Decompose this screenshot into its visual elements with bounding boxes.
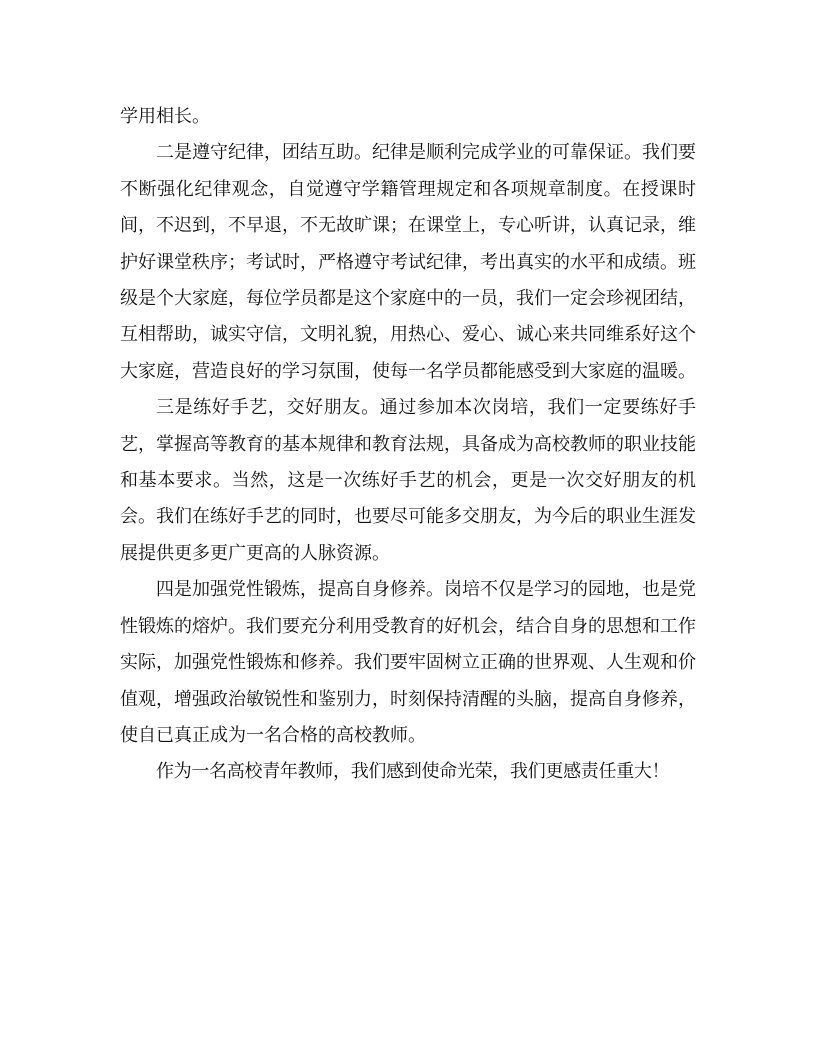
paragraph-skills-friends: 三是练好手艺，交好朋友。通过参加本次岗培，我们一定要练好手艺，掌握高等教育的基本规律和教育法规，具备成为高校教师的职业技能和基本要求。当然，这是一次练好手艺的机会，更是一次交好朋友的机会。我们在练好手艺的同时，也要尽可能多交朋友，为今后的职业生涯发展提供更多更广更高的人脉资源。 xyxy=(120,397,696,564)
paragraph-closing: 作为一名高校青年教师，我们感到使命光荣，我们更感责任重大！ xyxy=(156,761,670,783)
paragraph-discipline: 二是遵守纪律，团结互助。纪律是顺利完成学业的可靠保证。我们要不断强化纪律观念，自觉遵守学籍管理规定和各项规章制度。在授课时间，不迟到，不早退，不无故旷课；在课堂上，专心听讲，认真记录，维护好课堂秩序；考试时，严格遵守考试纪律，考出真实的水平和成绩。班级是个大家庭，每位学员都是这个家庭中的一员，我们一定会珍视团结，互相帮助，诚实守信，文明礼貌，用热心、爱心、诚心来共同维系好这个大家庭，营造良好的学习氛围，使每一名学员都能感受到大家庭的温暖。 xyxy=(120,142,696,382)
paragraph-party-cultivation: 四是加强党性锻炼，提高自身修养。岗培不仅是学习的园地，也是党性锻炼的熔炉。我们要充分利用受教育的好机会，结合自身的思想和工作实际，加强党性锻炼和修养。我们要牢固树立正确的世界观、人生观和价值观，增强政治敏锐性和鉴别力，时刻保持清醒的头脑，提高自身修养，使自已真正成为一名合格的高校教师。 xyxy=(120,579,696,746)
paragraph-continuation: 学用相长。 xyxy=(120,106,210,127)
document-body xyxy=(120,99,696,791)
